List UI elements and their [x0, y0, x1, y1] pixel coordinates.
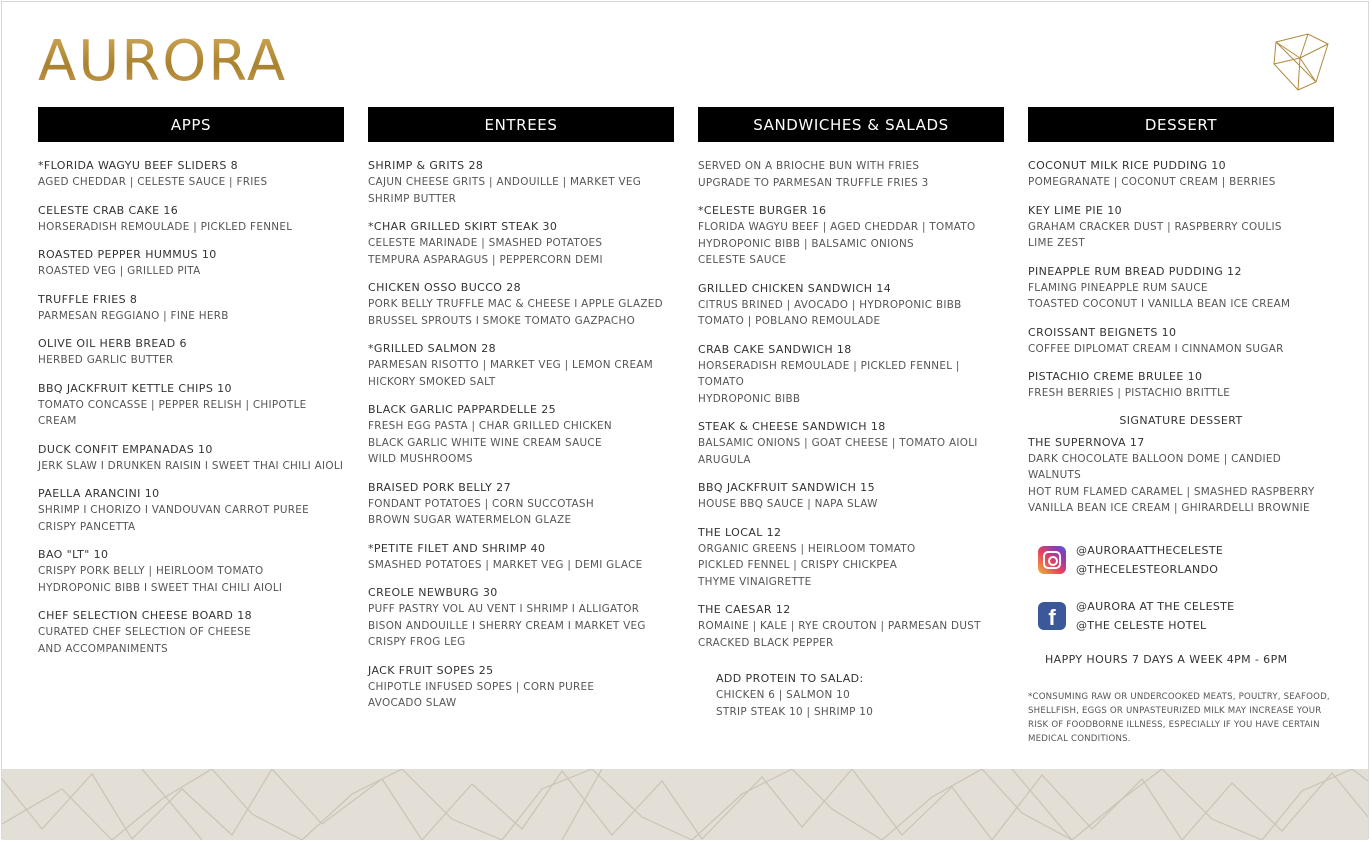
- menu-item-name: THE LOCAL 12: [698, 525, 782, 539]
- menu-item-name: ROASTED PEPPER HUMMUS 10: [38, 248, 217, 261]
- menu-item-desc: ROASTED VEG | GRILLED PITA: [38, 265, 201, 277]
- menu-item-desc: CITRUS BRINED | AVOCADO | HYDROPONIC BIBB: [698, 298, 962, 311]
- menu-item-desc: CAJUN CHEESE GRITS | ANDOUILLE | MARKET VEG: [368, 176, 642, 188]
- menu-item-desc: AND ACCOMPANIMENTS: [38, 642, 168, 655]
- menu-item: [368, 585, 674, 651]
- menu-item: [1028, 158, 1334, 191]
- menu-item-name: BRAISED PORK BELLY 27: [368, 480, 511, 494]
- signature-dessert-heading: SIGNATURE DESSERT: [1119, 413, 1243, 427]
- menu-item-desc: THYME VINAIGRETTE: [698, 575, 812, 588]
- menu-item-desc: HYDROPONIC BIBB | BALSAMIC ONIONS: [698, 237, 914, 250]
- menu-item-desc: HOUSE BBQ SAUCE | NAPA SLAW: [698, 498, 878, 510]
- menu-item-name: TRUFFLE FRIES 8: [38, 292, 138, 306]
- menu-item-name: CRAB CAKE SANDWICH 18: [698, 342, 852, 356]
- menu-item-desc: SHRIMP I CHORIZO I VANDOUVAN CARROT PUREE: [38, 504, 309, 516]
- apps-header: APPS: [38, 107, 344, 142]
- menu-item: [38, 381, 344, 430]
- menu-item: [38, 336, 344, 369]
- menu-item-desc: AVOCADO SLAW: [368, 697, 457, 709]
- menu-item: [1028, 203, 1334, 252]
- menu-item-name: *CELESTE BURGER 16: [698, 204, 827, 217]
- menu-item: [368, 663, 674, 712]
- menu-item: [38, 486, 344, 535]
- menu-item-name: THE SUPERNOVA 17: [1028, 435, 1145, 449]
- menu-item-desc: CURATED CHEF SELECTION OF CHEESE: [38, 626, 251, 638]
- facebook-icon[interactable]: f: [1038, 602, 1066, 630]
- menu-item-name: COCONUT MILK RICE PUDDING 10: [1028, 159, 1227, 172]
- menu-item-desc: CRISPY FROG LEG: [368, 636, 466, 648]
- menu-item: [368, 219, 674, 268]
- intro-line: SERVED ON A BRIOCHE BUN WITH FRIES: [698, 160, 920, 172]
- menu-item-desc: CRACKED BLACK PEPPER: [698, 636, 834, 649]
- menu-item-name: *PETITE FILET AND SHRIMP 40: [368, 541, 546, 555]
- menu-item-name: DUCK CONFIT EMPANADAS 10: [38, 442, 213, 456]
- menu-item-desc: CELESTE SAUCE: [698, 254, 787, 266]
- menu-item-desc: PARMESAN RISOTTO | MARKET VEG | LEMON CREAM: [368, 359, 654, 371]
- menu-item-name: KEY LIME PIE 10: [1028, 203, 1123, 217]
- menu-item-name: *CHAR GRILLED SKIRT STEAK 30: [368, 220, 558, 233]
- menu-item-desc: GRAHAM CRACKER DUST | RASPBERRY COULIS: [1028, 220, 1282, 233]
- menu-item-desc: HORSERADISH REMOULADE | PICKLED FENNEL: [38, 220, 293, 233]
- menu-item-desc: FRESH EGG PASTA | CHAR GRILLED CHICKEN: [368, 420, 612, 432]
- menu-item-name: BBQ JACKFRUIT KETTLE CHIPS 10: [38, 381, 232, 395]
- menu-item-name: CELESTE CRAB CAKE 16: [38, 203, 179, 217]
- menu-item-desc: POMEGRANATE | COCONUT CREAM | BERRIES: [1028, 176, 1276, 188]
- menu-item-desc: CHIPOTLE INFUSED SOPES | CORN PUREE: [368, 680, 595, 693]
- instagram-icon[interactable]: [1038, 546, 1066, 574]
- instagram-handle[interactable]: @THECELESTEORLANDO: [1076, 562, 1219, 576]
- menu-item-desc: BISON ANDOUILLE I SHERRY CREAM I MARKET VEG: [368, 619, 646, 632]
- menu-item-desc: CRISPY PANCETTA: [38, 520, 136, 533]
- menu-item-desc: ROMAINE | KALE | RYE CROUTON | PARMESAN DUST: [698, 620, 981, 632]
- menu-item: [38, 203, 344, 236]
- menu-item-desc: HERBED GARLIC BUTTER: [38, 354, 174, 366]
- menu-item-desc: HICKORY SMOKED SALT: [368, 375, 496, 388]
- menu-item: [1028, 369, 1334, 402]
- menu-item: [698, 525, 1004, 591]
- menu-item: [38, 442, 344, 475]
- instagram-handles: [1076, 541, 1223, 579]
- raw-food-disclaimer: *CONSUMING RAW OR UNDERCOOKED MEATS, POULTRY, SEAFOOD, SHELLFISH, EGGS OR UNPASTEURIZED MILK MAY INCREASE YOUR RISK OF FOODBORNE ILLNESS, ESPECIALLY IF YOU HAVE CERTAIN MEDICAL CONDITIONS.: [1028, 691, 1330, 744]
- menu-item: [368, 280, 674, 329]
- add-protein-line: CHICKEN 6 | SALMON 10: [716, 689, 850, 701]
- menu-item: [1028, 264, 1334, 313]
- menu-item-desc: HYDROPONIC BIBB I SWEET THAI CHILI AIOLI: [38, 581, 283, 594]
- signature-dessert-item: [1028, 435, 1334, 517]
- menu-item-desc: COFFEE DIPLOMAT CREAM I CINNAMON SUGAR: [1028, 342, 1284, 355]
- menu-item-desc: BLACK GARLIC WHITE WINE CREAM SAUCE: [368, 436, 602, 449]
- intro-line: UPGRADE TO PARMESAN TRUFFLE FRIES 3: [698, 176, 929, 189]
- menu-item-desc: SHRIMP BUTTER: [368, 192, 457, 205]
- menu-item-desc: FLAMING PINEAPPLE RUM SAUCE: [1028, 281, 1208, 294]
- menu-item-desc: WILD MUSHROOMS: [368, 453, 473, 465]
- menu-item-desc: FONDANT POTATOES | CORN SUCCOTASH: [368, 497, 594, 510]
- menu-item-desc: BALSAMIC ONIONS | GOAT CHEESE | TOMATO AIOLI: [698, 437, 978, 449]
- menu-item-name: PINEAPPLE RUM BREAD PUDDING 12: [1028, 264, 1242, 278]
- menu-item-name: BLACK GARLIC PAPPARDELLE 25: [368, 403, 556, 416]
- menu-item-desc: BROWN SUGAR WATERMELON GLAZE: [368, 514, 572, 526]
- menu-item-desc: PICKLED FENNEL | CRISPY CHICKPEA: [698, 559, 898, 571]
- menu-item-desc: FRESH BERRIES | PISTACHIO BRITTLE: [1028, 387, 1231, 399]
- aurora-logo: AURORA: [38, 29, 288, 94]
- menu-item-name: BAO "LT" 10: [38, 548, 109, 561]
- menu-item-desc: LIME ZEST: [1028, 237, 1086, 249]
- menu-item-desc: TEMPURA ASPARAGUS | PEPPERCORN DEMI: [368, 253, 603, 266]
- facebook-handle[interactable]: @AURORA AT THE CELESTE: [1076, 599, 1235, 613]
- menu-item-desc: AGED CHEDDAR | CELESTE SAUCE | FRIES: [38, 176, 268, 188]
- menu-item: [38, 547, 344, 596]
- menu-item: [38, 608, 344, 657]
- menu-item: [38, 158, 344, 191]
- menu-item-name: THE CAESAR 12: [698, 603, 791, 616]
- menu-item-name: BBQ JACKFRUIT SANDWICH 15: [698, 481, 875, 494]
- happy-hours: HAPPY HOURS 7 DAYS A WEEK 4PM - 6PM: [1045, 652, 1288, 666]
- menu-item: [698, 203, 1004, 269]
- dessert-column: [1028, 107, 1334, 746]
- menu-item: [698, 480, 1004, 513]
- sandwiches-salads-column: [698, 107, 1004, 732]
- menu-item: [368, 541, 674, 574]
- menu-item-name: CREOLE NEWBURG 30: [368, 586, 498, 599]
- menu-item-desc: SMASHED POTATOES | MARKET VEG | DEMI GLACE: [368, 558, 643, 571]
- menu-item: [698, 419, 1004, 468]
- decorative-footer-band: [2, 769, 1368, 840]
- add-protein-block: [716, 671, 1004, 720]
- sandwich-intro: [698, 158, 1004, 191]
- menu-item: [368, 341, 674, 390]
- facebook-handle[interactable]: @THE CELESTE HOTEL: [1076, 618, 1207, 632]
- menu-item-name: CHICKEN OSSO BUCCO 28: [368, 281, 522, 294]
- menu-item: [38, 247, 344, 280]
- menu-item-name: PISTACHIO CREME BRULEE 10: [1028, 370, 1203, 383]
- menu-item-name: *FLORIDA WAGYU BEEF SLIDERS 8: [38, 159, 239, 172]
- menu-item-desc: PARMESAN REGGIANO | FINE HERB: [38, 309, 229, 322]
- menu-item-name: GRILLED CHICKEN SANDWICH 14: [698, 281, 892, 295]
- entrees-header: ENTREES: [368, 107, 674, 142]
- menu-item-desc: BRUSSEL SPROUTS I SMOKE TOMATO GAZPACHO: [368, 314, 636, 327]
- facebook-block: [1038, 597, 1334, 635]
- sandwiches-salads-items: [698, 158, 1004, 720]
- menu-item: [1028, 325, 1334, 358]
- dessert-header: DESSERT: [1028, 107, 1334, 142]
- menu-item: [368, 402, 674, 468]
- instagram-handle[interactable]: @AURORAATTHECELESTE: [1076, 543, 1224, 557]
- entrees-items: [368, 158, 674, 712]
- menu-item: [698, 342, 1004, 408]
- apps-items: [38, 158, 344, 657]
- instagram-block: [1038, 541, 1334, 579]
- menu-item-desc: HYDROPONIC BIBB: [698, 392, 801, 405]
- add-protein-line: STRIP STEAK 10 | SHRIMP 10: [716, 705, 874, 718]
- menu-item-desc: VANILLA BEAN ICE CREAM | GHIRARDELLI BROWNIE: [1028, 502, 1310, 514]
- menu-item-desc: CELESTE MARINADE | SMASHED POTATOES: [368, 237, 603, 249]
- menu-item-desc: CRISPY PORK BELLY | HEIRLOOM TOMATO: [38, 565, 264, 577]
- geometric-pattern: [2, 769, 1368, 840]
- menu-item-name: OLIVE OIL HERB BREAD 6: [38, 337, 187, 350]
- menu-item-name: CROISSANT BEIGNETS 10: [1028, 325, 1177, 339]
- facebook-handles: [1076, 597, 1234, 635]
- menu-item-name: SHRIMP & GRITS 28: [368, 159, 484, 172]
- dessert-items: [1028, 158, 1334, 746]
- menu-item-name: CHEF SELECTION CHEESE BOARD 18: [38, 609, 252, 622]
- apps-column: [38, 107, 344, 669]
- sandwiches-salads-header: SANDWICHES & SALADS: [698, 107, 1004, 142]
- menu-item-name: PAELLA ARANCINI 10: [38, 487, 160, 500]
- menu-item-name: STEAK & CHEESE SANDWICH 18: [698, 420, 886, 433]
- entrees-column: [368, 107, 674, 724]
- menu-item: [368, 158, 674, 207]
- menu-item-desc: TOMATO CONCASSE | PEPPER RELISH | CHIPOTLE CREAM: [38, 398, 307, 427]
- menu-item-desc: PUFF PASTRY VOL AU VENT I SHRIMP I ALLIGATOR: [368, 603, 640, 615]
- menu-item: [38, 292, 344, 325]
- menu-item-name: JACK FRUIT SOPES 25: [368, 663, 494, 677]
- menu-item-desc: TOASTED COCONUT I VANILLA BEAN ICE CREAM: [1028, 298, 1291, 310]
- menu-item-desc: FLORIDA WAGYU BEEF | AGED CHEDDAR | TOMATO: [698, 221, 976, 233]
- add-protein-title: ADD PROTEIN TO SALAD:: [716, 672, 864, 685]
- menu-item-desc: ORGANIC GREENS | HEIRLOOM TOMATO: [698, 542, 916, 555]
- menu-item-name: *GRILLED SALMON 28: [368, 342, 496, 355]
- menu-item: [698, 281, 1004, 330]
- menu-item-desc: HOT RUM FLAMED CARAMEL | SMASHED RASPBERRY: [1028, 485, 1315, 498]
- menu-item-desc: ARUGULA: [698, 453, 751, 466]
- menu-item-desc: PORK BELLY TRUFFLE MAC & CHEESE I APPLE GLAZED: [368, 298, 663, 310]
- menu-item-desc: TOMATO | POBLANO REMOULADE: [698, 315, 881, 327]
- geometric-logo-icon: [1270, 30, 1334, 94]
- menu-item-desc: JERK SLAW I DRUNKEN RAISIN I SWEET THAI CHILI AIOLI: [38, 459, 344, 472]
- menu-item: [698, 602, 1004, 651]
- menu-item-desc: DARK CHOCOLATE BALLOON DOME | CANDIED WALNUTS: [1028, 452, 1282, 481]
- menu-item: [368, 480, 674, 529]
- menu-item-desc: HORSERADISH REMOULADE | PICKLED FENNEL | TOMATO: [698, 359, 960, 388]
